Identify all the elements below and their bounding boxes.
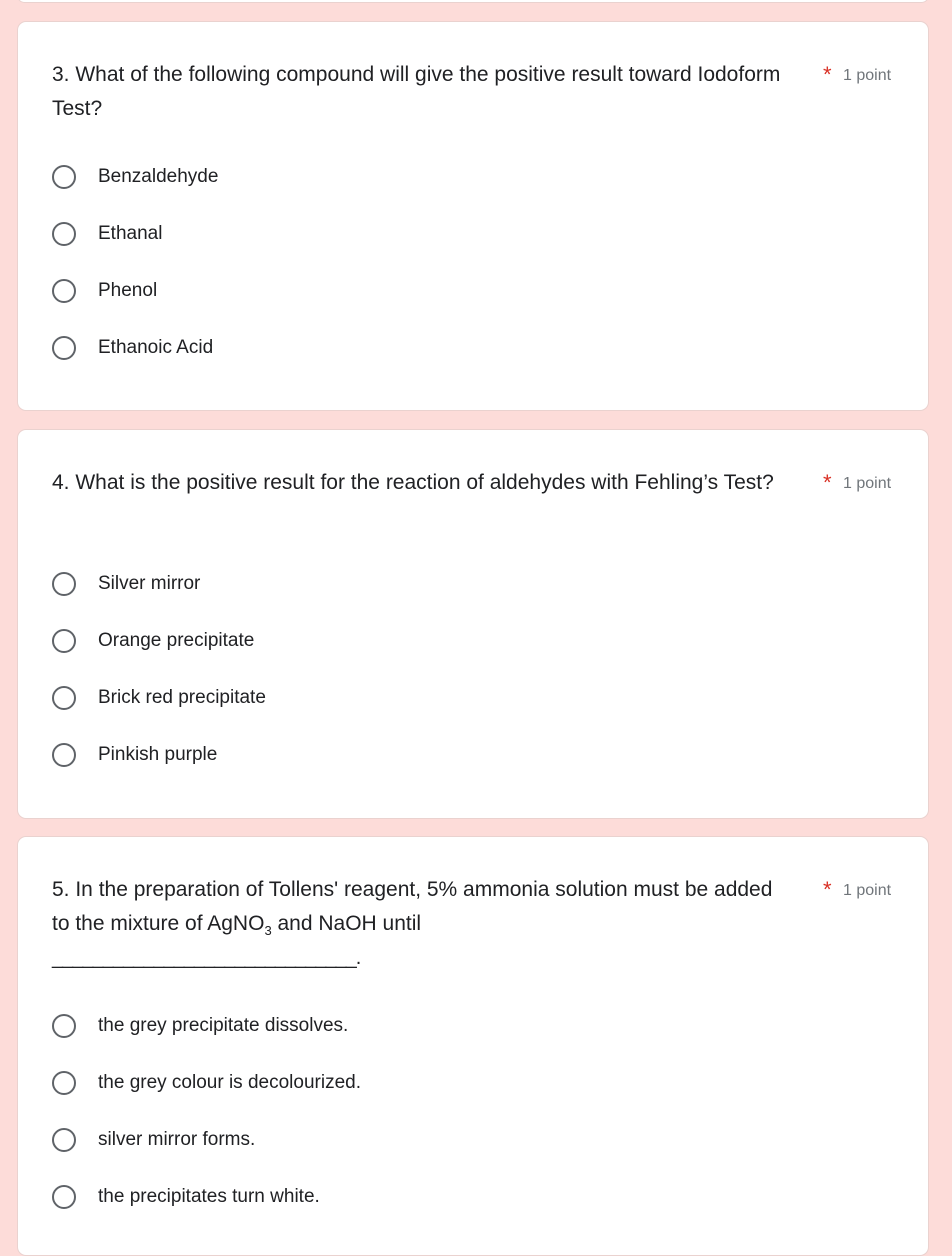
points-label: 1 point [843,67,892,84]
question-title: 4. What is the positive result for the reaction of aldehydes with Fehling’s Test? [52,471,774,494]
options-list [52,555,752,783]
option-label: Benzaldehyde [98,165,219,187]
question-card-5 [17,836,929,1256]
radio-button-icon[interactable] [52,279,76,303]
radio-button-icon[interactable] [52,1185,76,1209]
option-label: Pinkish purple [98,743,218,765]
option-radio[interactable] [52,319,752,376]
question-blank: ______________________________. [52,947,361,969]
option-label: Phenol [98,279,158,301]
radio-button-icon[interactable] [52,165,76,189]
radio-button-icon[interactable] [52,686,76,710]
option-radio[interactable] [52,1054,752,1111]
question-title-subscript: 3 [264,923,272,939]
option-label: Silver mirror [98,572,201,594]
option-label: Orange precipitate [98,629,255,651]
radio-button-icon[interactable] [52,336,76,360]
option-label: silver mirror forms. [98,1128,256,1150]
option-radio[interactable] [52,555,752,612]
option-radio[interactable] [52,669,752,726]
option-radio[interactable] [52,997,752,1054]
question-header [52,466,912,500]
question-card-3 [17,21,929,411]
option-radio[interactable] [52,148,752,205]
question-header [52,873,912,975]
option-label: the grey precipitate dissolves. [98,1014,349,1036]
option-label: Brick red precipitate [98,686,266,708]
option-label: Ethanoic Acid [98,336,214,358]
option-label: the grey colour is decolourized. [98,1071,361,1093]
required-asterisk: * [823,470,832,495]
option-radio[interactable] [52,726,752,783]
radio-button-icon[interactable] [52,1071,76,1095]
question-title: 3. What of the following compound will give the positive result toward Iodoform Test? [52,63,781,120]
option-radio[interactable] [52,1168,752,1225]
option-radio[interactable] [52,612,752,669]
radio-button-icon[interactable] [52,629,76,653]
radio-button-icon[interactable] [52,572,76,596]
option-radio[interactable] [52,205,752,262]
radio-button-icon[interactable] [52,743,76,767]
question-title-part1: 5. In the preparation of Tollens' reagent, 5% ammonia solution must be added to the mixture of AgNO [52,878,773,935]
question-header [52,58,912,126]
points-label: 1 point [843,882,892,899]
question-card-4 [17,429,929,819]
points-label: 1 point [843,475,892,492]
radio-button-icon[interactable] [52,1014,76,1038]
radio-button-icon[interactable] [52,222,76,246]
option-label: the precipitates turn white. [98,1185,320,1207]
radio-button-icon[interactable] [52,1128,76,1152]
option-label: Ethanal [98,222,163,244]
options-list [52,148,752,376]
required-asterisk: * [823,62,832,87]
required-asterisk: * [823,877,832,902]
previous-question-card [17,0,929,3]
options-list [52,997,752,1225]
question-title-part2: and NaOH until [271,912,422,935]
question-title [52,873,787,941]
option-radio[interactable] [52,262,752,319]
option-radio[interactable] [52,1111,752,1168]
